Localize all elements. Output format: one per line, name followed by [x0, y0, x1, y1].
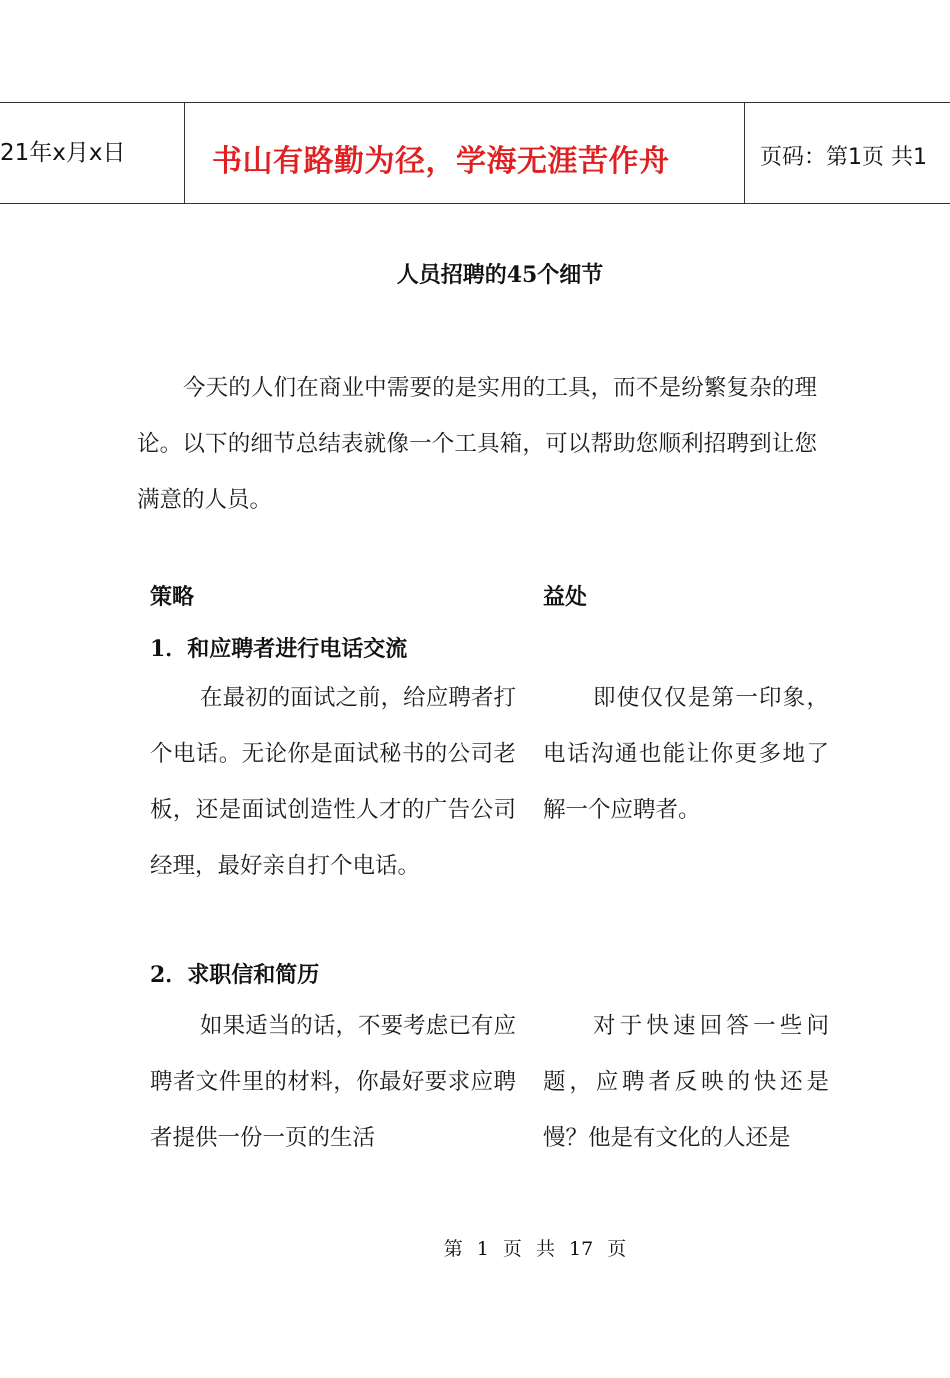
section-strategy-text: 如果适当的话，不要考虑已有应聘者文件里的材料，你最好要求应聘者提供一份一页的生活	[150, 1013, 516, 1151]
header-date: 21年x月x日	[0, 140, 126, 166]
page-header	[0, 102, 950, 204]
section-heading: 2．求职信和简历	[150, 962, 320, 988]
section-heading: 1．和应聘者进行电话交流	[150, 636, 408, 662]
column-header-strategy: 策略	[150, 584, 195, 610]
header-page-number: 页码：第1页 共1	[760, 145, 927, 170]
header-divider	[184, 103, 185, 203]
section-benefit-text: 对于快速回答一些问题，应聘者反映的快还是慢？他是有文化的人还是	[543, 1013, 829, 1151]
header-divider	[744, 103, 745, 203]
section-benefit-text: 即使仅仅是第一印象，电话沟通也能让你更多地了解一个应聘者。	[543, 685, 829, 823]
page-footer: 第 1 页 共 17 页	[443, 1238, 627, 1260]
header-motto: 书山有路勤为径，学海无涯苦作舟	[212, 144, 670, 179]
document-title: 人员招聘的45个细节	[396, 262, 604, 288]
column-header-benefit: 益处	[543, 584, 588, 610]
section-strategy-text: 在最初的面试之前，给应聘者打个电话。无论你是面试秘书的公司老板，还是面试创造性人才的广告公司经理，最好亲自打个电话。	[150, 685, 516, 879]
intro-paragraph: 今天的人们在商业中需要的是实用的工具，而不是纷繁复杂的理论。以下的细节总结表就像一个工具箱，可以帮助您顺利招聘到让您满意的人员。	[137, 375, 817, 513]
